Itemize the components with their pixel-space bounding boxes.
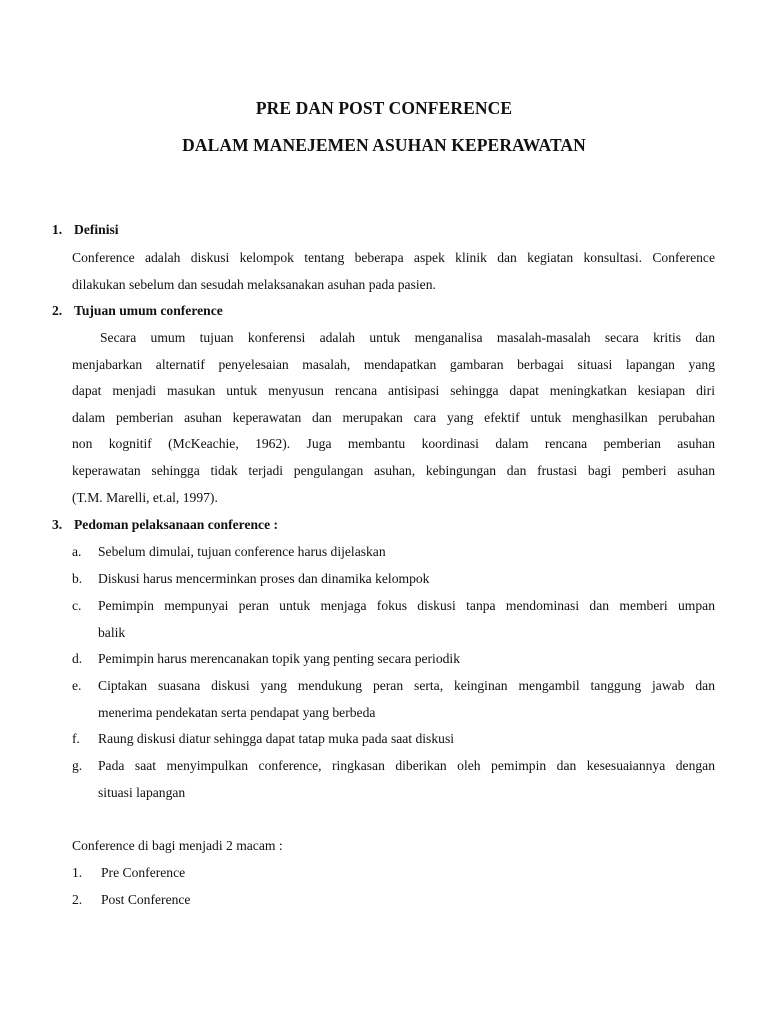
list-marker: d. — [72, 651, 83, 666]
list-item-text: Post Conference — [101, 892, 191, 907]
section-title: Pedoman pelaksanaan conference : — [74, 517, 279, 532]
list-marker: g. — [72, 758, 83, 773]
types-intro: Conference di bagi menjadi 2 macam : — [72, 838, 283, 853]
section-title: Definisi — [74, 222, 119, 237]
paragraph-line: Secara umum tujuan konferensi adalah untuk menganalisa masalah-masalah secara kritis dan — [100, 330, 715, 345]
section-title: Tujuan umum conference — [74, 303, 223, 318]
list-marker: b. — [72, 571, 83, 586]
definisi-paragraph — [72, 245, 715, 298]
document-subtitle: DALAM MANEJEMEN ASUHAN KEPERAWATAN — [182, 135, 586, 155]
paragraph-line: dilakukan sebelum dan sesudah melaksanakan asuhan pada pasien. — [72, 276, 436, 292]
list-marker: a. — [72, 544, 82, 559]
paragraph-line: dapat menjadi masukan untuk menyusun rencana antisipasi sehingga dapat meningkatkan kesiapan diri — [72, 383, 715, 399]
list-item-text: Sebelum dimulai, tujuan conference harus dijelaskan — [98, 544, 386, 559]
list-marker: c. — [72, 598, 82, 613]
list-item — [72, 892, 190, 908]
list-item-text: menerima pendekatan serta pendapat yang berbeda — [98, 704, 376, 720]
paragraph-line: Conference adalah diskusi kelompok tentang beberapa aspek klinik dan kegiatan konsultasi. Conference — [72, 250, 715, 265]
list-item-text: Raung diskusi diatur sehingga dapat tatap muka pada saat diskusi — [98, 731, 455, 746]
section-number: 3. — [52, 517, 63, 532]
list-item-text: Pada saat menyimpulkan conference, ringkasan diberikan oleh pemimpin dan kesesuaiannya dengan — [98, 758, 715, 773]
tujuan-paragraph — [72, 325, 715, 511]
list-item-text: Ciptakan suasana diskusi yang mendukung peran serta, keinginan mengambil tanggung jawab dan — [98, 678, 715, 693]
list-item-text: Pemimpin harus merencanakan topik yang penting secara periodik — [98, 651, 461, 666]
paragraph-line: non kognitif (McKeachie, 1962). Juga membantu koordinasi dalam rencana pemberian asuhan — [72, 436, 715, 452]
section-number: 2. — [52, 303, 63, 318]
list-item-text: situasi lapangan — [98, 784, 186, 800]
list-item — [72, 865, 185, 881]
section-number: 1. — [52, 222, 63, 237]
list-item-text: balik — [98, 624, 126, 640]
list-item-text: Pre Conference — [101, 865, 186, 880]
paragraph-line: keperawatan sehingga tidak terjadi pengulangan asuhan, kebingungan dan frustasi bagi pemberi asuhan — [72, 462, 715, 478]
paragraph-line: menjabarkan alternatif penyelesaian masalah, mendapatkan gambaran berbagai situasi lapangan yang — [72, 356, 715, 372]
list-marker: 1. — [72, 865, 83, 880]
list-marker: e. — [72, 678, 82, 693]
list-item-text: Diskusi harus mencerminkan proses dan dinamika kelompok — [98, 571, 430, 586]
paragraph-line: dalam pemberian asuhan keperawatan dan merupakan cara yang efektif untuk menghasilkan perubahan — [72, 409, 715, 425]
document-title: PRE DAN POST CONFERENCE — [255, 98, 513, 118]
section-heading-pedoman — [52, 517, 278, 533]
section-heading-definisi — [52, 222, 119, 238]
list-marker: f. — [72, 731, 80, 746]
list-marker: 2. — [72, 892, 83, 907]
paragraph-line: (T.M. Marelli, et.al, 1997). — [72, 489, 218, 505]
section-heading-tujuan — [52, 303, 223, 319]
list-item-text: Pemimpin mempunyai peran untuk menjaga fokus diskusi tanpa mendominasi dan memberi umpan — [98, 598, 715, 613]
